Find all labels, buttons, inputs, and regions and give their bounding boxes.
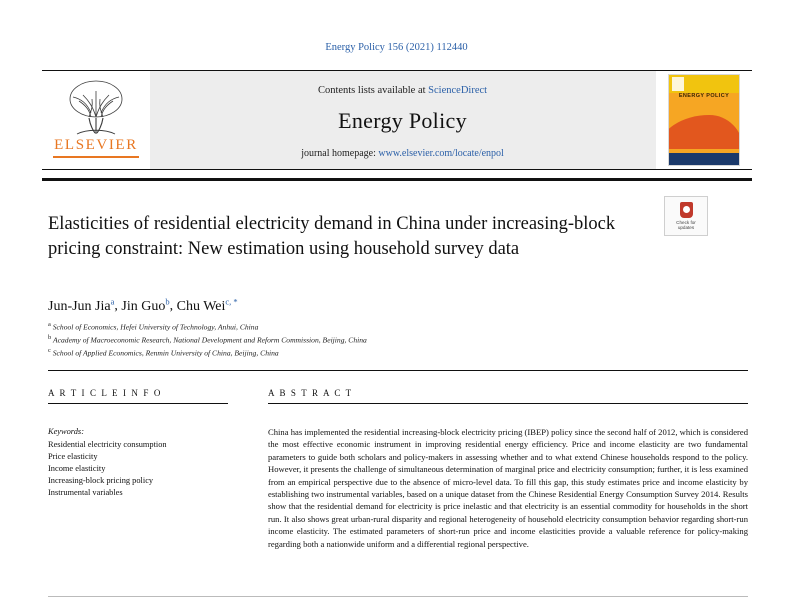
author-3[interactable]: Chu Wei$^{c, *}$ [176,296,238,314]
author-2-marks: b [165,296,170,306]
cover-graphic [668,115,740,149]
author-list [48,296,648,315]
masthead-divider [42,178,752,181]
affiliation-c: $^c$ School of Applied Economics, Renmin University of China, Beijing, China [48,347,279,358]
article-info-column [48,388,228,499]
cover-mini-logo [672,77,684,91]
journal-cover-art [668,74,740,166]
contents-prefix: Contents lists available at [317,85,429,96]
contents-line [318,85,487,96]
author-2[interactable]: Jin Guo$^b$ [121,296,170,314]
masthead-center [150,71,655,169]
homepage-link[interactable]: www.elsevier.com/locate/enpol [378,148,504,159]
cover-title-text: ENERGY POLICY [678,93,730,99]
header-body-divider [48,370,748,371]
homepage-prefix: journal homepage: [301,148,379,159]
elsevier-logo [42,71,150,169]
abstract-text: China has implemented the residential increasing-block electricity pricing (IBEP) policy since the second half of 2012, which is considered the most effective economic instrument in improving residential energy efficiency. Price and income elasticity are two fundamental parameters to guide both scholars and policy-makers in assessing whether and to what extend Chinese households respond to the policy. However, it presents the challenge of simultaneous determination of marginal price and electricity consumption; further, it is less examined from an empirical perspective due to the absence of micro-level data. To fill this gap, this study estimates price and income elasticity by establishing two instrumental variables, based on a unique dataset from the Chinese Residential Energy Consumption Survey 2014. Results show that the residential demand for electricity is price inelastic and that electricity is an essential commodity for households in the short run. It also shows great urban-rural disparity and regional heterogeneity of household electricity consumption behavior regarding short-run income elasticity. The estimated parameters of short-run price and income elasticities provide a valuable reference for policy-making regarding both a nationwide uniform and a differential regional perspective. [268,427,748,549]
author-sep-2: , [169,298,177,314]
keyword-item: Price elasticity [48,452,98,461]
affiliation-b: $^b$ Academy of Macroeconomic Research, National Development and Reform Commission, Beijing, China [48,334,367,345]
affiliation-a: $^a$ School of Economics, Hefei University of Technology, Anhui, China [48,321,259,332]
author-3-marks: c, * [225,296,238,306]
cover-bottom-band [669,153,739,165]
homepage-line [301,148,504,159]
author-1-marks: a [110,296,115,306]
crossmark-badge[interactable] [664,196,708,236]
affiliation-list [48,320,668,359]
keyword-item: Increasing-block pricing policy [48,476,154,485]
page-title: Elasticities of residential electricity demand in China under increasing-block pricing constraint: New estimation using household survey data [48,214,616,259]
keywords-block [48,426,228,499]
keyword-item: Instrumental variables [48,488,123,497]
elsevier-wordmark: ELSEVIER [54,137,138,153]
abstract-rule [268,403,748,404]
journal-title: Energy Policy [338,108,467,133]
crossmark-label: Check for updates [676,220,696,230]
elsevier-tree-icon [59,77,133,139]
running-head: Energy Policy 156 (2021) 112440 [325,42,468,53]
journal-cover [655,71,752,169]
author-sep-1: , [114,298,122,314]
footer-divider [48,596,748,597]
keyword-item: Income elasticity [48,464,106,473]
article-info-heading: A R T I C L E I N F O [48,388,162,398]
keywords-title: Keywords: [48,427,84,436]
crossmark-icon [680,202,693,218]
article-info-rule [48,403,228,404]
keyword-item: Residential electricity consumption [48,440,167,449]
elsevier-underline [53,156,139,158]
sciencedirect-link[interactable]: ScienceDirect [428,85,488,96]
author-1[interactable]: Jun-Jun Jia$^a$ [48,296,115,314]
abstract-column [268,388,748,550]
journal-masthead [42,70,752,170]
abstract-heading: A B S T R A C T [268,388,353,398]
